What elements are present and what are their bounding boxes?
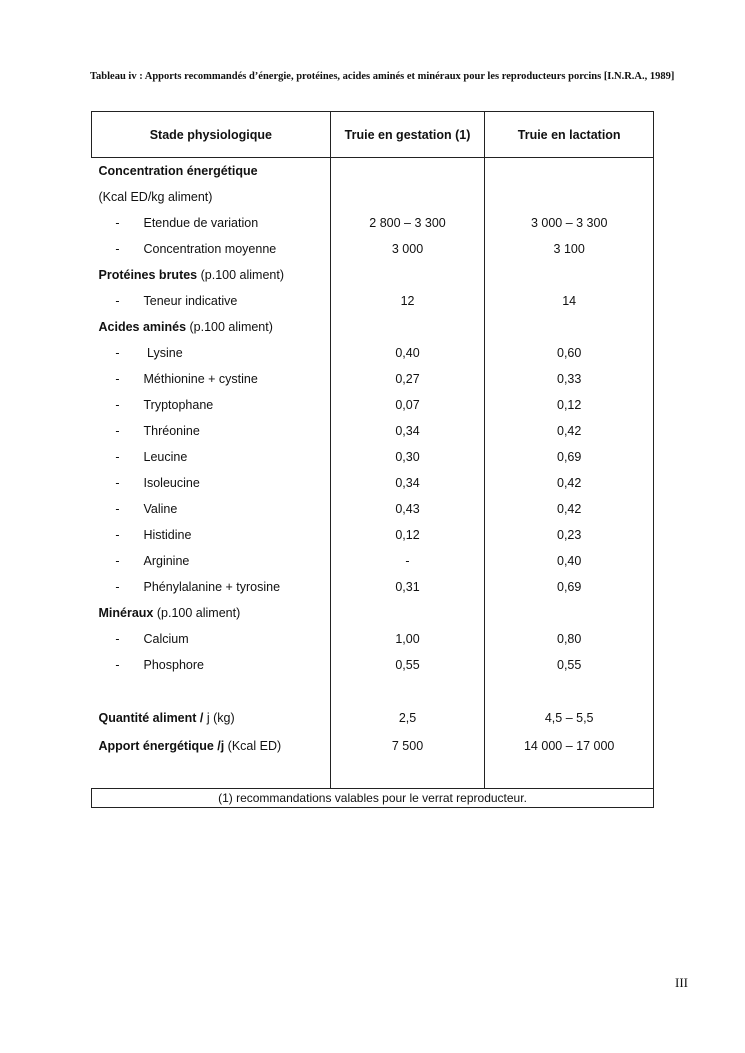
gestation-value: 12 [330,288,485,314]
table-header-row [92,112,654,158]
table-row [92,444,654,470]
row-label: Teneur indicative [143,294,238,308]
section-title: Acides aminés [98,320,187,334]
bullet-dash: - [115,502,120,516]
lactation-value: 0,33 [485,366,654,392]
footnote: (1) recommandations valables pour le verrat reproducteur. [92,788,654,807]
row-label: Lysine [143,346,183,360]
table-row [92,470,654,496]
row-label: Phosphore [143,658,204,672]
lactation-value: 0,69 [485,574,654,600]
unit-label: (Kcal ED/kg aliment) [98,190,213,204]
table-row [92,340,654,366]
header-gestation: Truie en gestation (1) [330,112,485,158]
footnote-row [92,788,654,807]
total-label: Apport énergétique /j [98,739,225,753]
bullet-dash: - [115,372,120,386]
label-unit: (Kcal ED) [224,739,282,753]
gestation-value: 0,30 [330,444,485,470]
bullet-dash: - [115,242,120,256]
lactation-value: 0,60 [485,340,654,366]
row-label: Thréonine [143,424,200,438]
bullet-dash: - [115,424,120,438]
gestation-value: 0,40 [330,340,485,366]
row-label: Etendue de variation [143,216,259,230]
table-row [92,522,654,548]
bullet-dash: - [115,632,120,646]
table-row [92,210,654,236]
total-row [92,704,654,732]
spacer-row [92,678,654,704]
section-title: Concentration énergétique [98,164,258,178]
table-row [92,392,654,418]
bullet-dash: - [115,580,120,594]
nutrition-table [91,111,654,808]
gestation-value: 0,07 [330,392,485,418]
row-label: Isoleucine [143,476,200,490]
lactation-value: 0,80 [485,626,654,652]
lactation-value: 0,40 [485,548,654,574]
lactation-value: 0,42 [485,470,654,496]
section-title: Protéines brutes [98,268,198,282]
unit-row [92,184,654,210]
section-title: Minéraux [98,606,154,620]
table-row [92,626,654,652]
table-row [92,548,654,574]
row-label: Histidine [143,528,192,542]
bullet-dash: - [115,346,120,360]
label-unit: (p.100 aliment) [153,606,241,620]
section-row [92,600,654,626]
label-unit: (p.100 aliment) [186,320,273,334]
lactation-value: 0,23 [485,522,654,548]
page-number: III [675,975,688,990]
gestation-value: 2 800 – 3 300 [330,210,485,236]
gestation-value: 3 000 [330,236,485,262]
spacer-row [92,760,654,788]
table-row [92,236,654,262]
gestation-value: 0,31 [330,574,485,600]
lactation-value: 3 000 – 3 300 [485,210,654,236]
section-row [92,158,654,185]
lactation-value: 14 [485,288,654,314]
table-row [92,288,654,314]
gestation-value: 0,34 [330,418,485,444]
row-label: Valine [143,502,178,516]
gestation-value: 2,5 [330,704,485,732]
row-label: Concentration moyenne [143,242,277,256]
bullet-dash: - [115,450,120,464]
table-row [92,366,654,392]
gestation-value: 7 500 [330,732,485,760]
gestation-value: 0,27 [330,366,485,392]
row-label: Leucine [143,450,188,464]
row-label: Arginine [143,554,190,568]
section-row [92,262,654,288]
row-label: Tryptophane [143,398,214,412]
lactation-value: 3 100 [485,236,654,262]
label-unit: (p.100 aliment) [197,268,284,282]
header-lactation: Truie en lactation [485,112,654,158]
row-label: Phénylalanine + tyrosine [143,580,281,594]
lactation-value: 4,5 – 5,5 [485,704,654,732]
lactation-value: 0,12 [485,392,654,418]
table-row [92,652,654,678]
bullet-dash: - [115,658,120,672]
bullet-dash: - [115,528,120,542]
lactation-value: 0,42 [485,418,654,444]
lactation-value: 0,42 [485,496,654,522]
table-body [92,158,654,789]
total-label: Quantité aliment / [98,711,207,725]
bullet-dash: - [115,398,120,412]
lactation-value: 0,69 [485,444,654,470]
gestation-value: 0,34 [330,470,485,496]
gestation-value: 0,43 [330,496,485,522]
gestation-value: 1,00 [330,626,485,652]
total-row [92,732,654,760]
section-row [92,314,654,340]
table-caption: Tableau iv : Apports recommandés d’énergie, protéines, acides aminés et minéraux pour les reproducteurs porcins [I.N.R.A., 1989] [90,71,675,82]
bullet-dash: - [115,216,120,230]
gestation-value: - [330,548,485,574]
lactation-value: 0,55 [485,652,654,678]
label-unit: j (kg) [206,711,235,725]
row-label: Calcium [143,632,189,646]
table-row [92,496,654,522]
lactation-value: 14 000 – 17 000 [485,732,654,760]
table-row [92,418,654,444]
table-row [92,574,654,600]
header-stade: Stade physiologique [92,112,331,158]
bullet-dash: - [115,294,120,308]
row-label: Méthionine + cystine [143,372,258,386]
bullet-dash: - [115,554,120,568]
gestation-value: 0,55 [330,652,485,678]
bullet-dash: - [115,476,120,490]
gestation-value: 0,12 [330,522,485,548]
